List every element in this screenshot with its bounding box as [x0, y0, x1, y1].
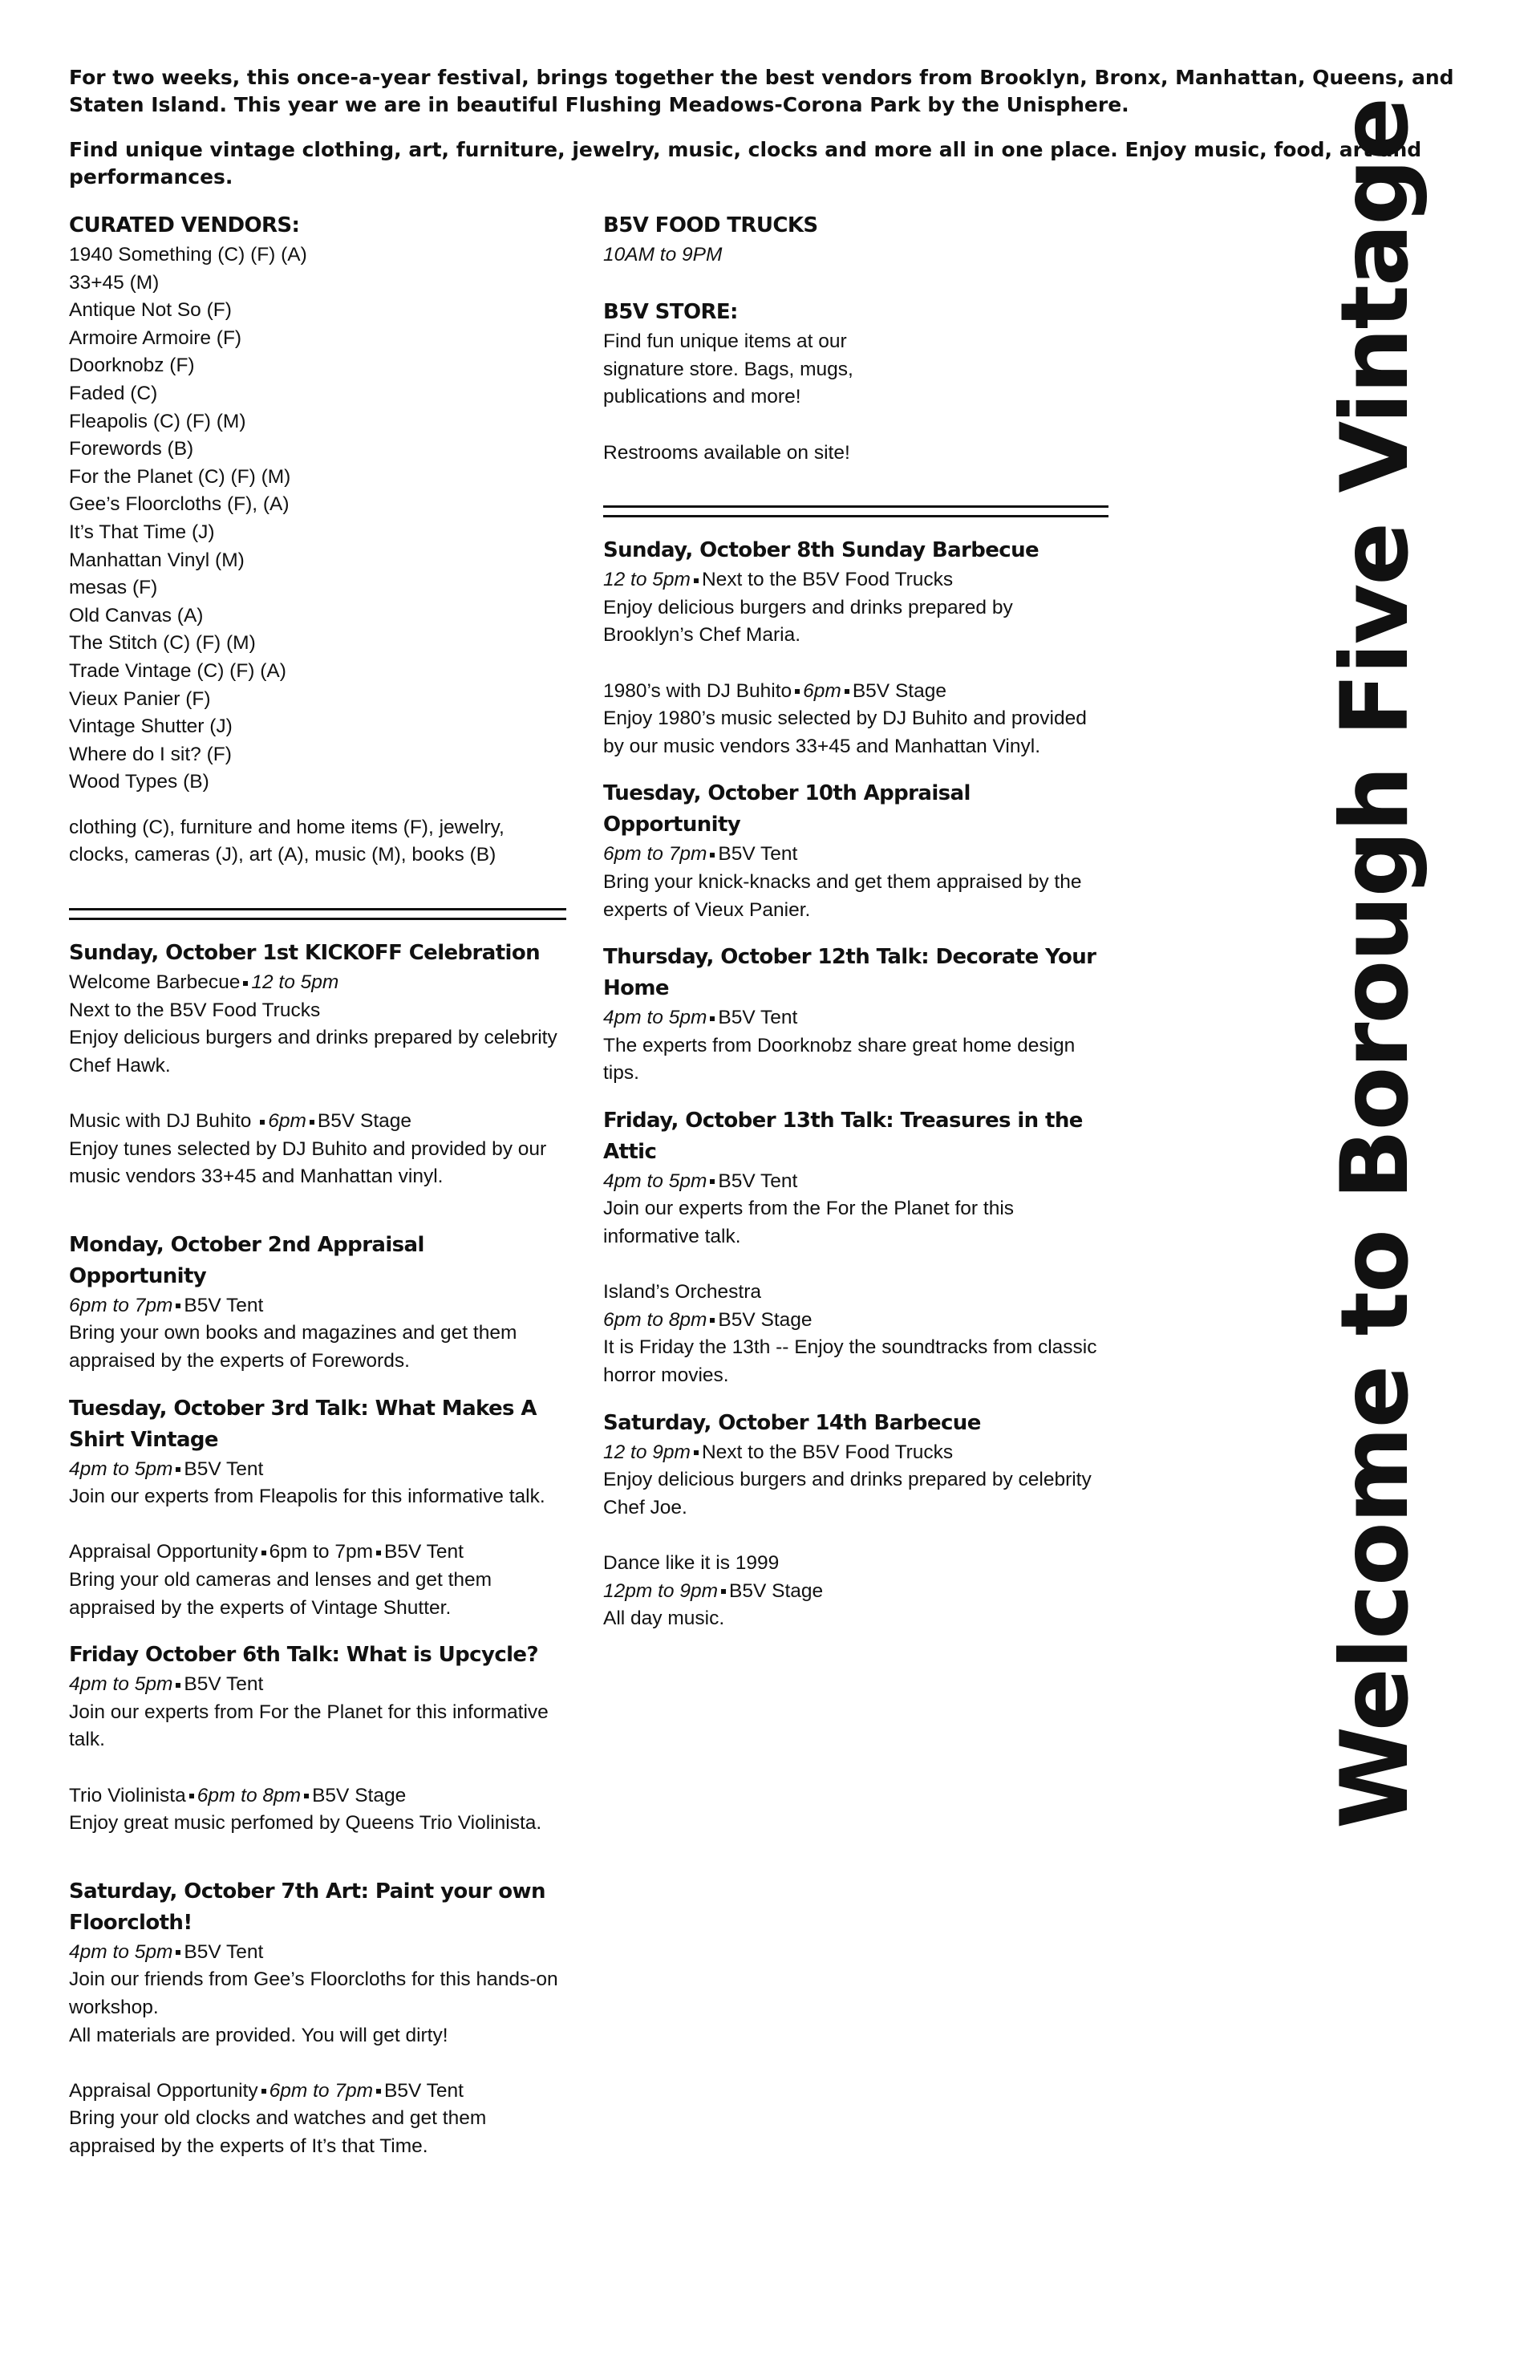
- event-description: Enjoy great music perfomed by Queens Trio Violinista.: [69, 1812, 542, 1835]
- event-activity: 1980’s with DJ Buhito: [603, 679, 792, 702]
- event-title: Friday October 6th Talk: What is Upcycle?: [69, 1643, 538, 1668]
- intro: [69, 64, 1481, 209]
- event-oct1: [69, 938, 566, 1191]
- right-column: [603, 210, 1108, 1633]
- restrooms-note: Restrooms available on site!: [603, 441, 850, 464]
- event-place: B5V Tent: [184, 1458, 264, 1480]
- vendor-legend: clothing (C), furniture and home items (F), jewelry, clocks, cameras (J), art (A), music (M), books (B): [69, 816, 505, 866]
- vendor-item: Faded (C): [69, 382, 158, 404]
- event-place: B5V Stage: [729, 1579, 824, 1602]
- event-description: Bring your old clocks and watches and get them appraised by the experts of It’s that Time.: [69, 2107, 487, 2157]
- vendor-item: Wood Types (B): [69, 771, 209, 793]
- vendor-item: Gee’s Floorcloths (F), (A): [69, 493, 290, 516]
- bullet-icon: [176, 1950, 180, 1955]
- bullet-icon: [261, 2089, 266, 2094]
- event-time: 12 to 9pm: [603, 1441, 691, 1463]
- event-title: Tuesday, October 10th Appraisal Opportunity: [603, 781, 971, 837]
- event-oct10: [603, 778, 1108, 924]
- event-oct7: [69, 1876, 566, 2161]
- event-place: Next to the B5V Food Trucks: [69, 999, 321, 1021]
- event-description: The experts from Doorknobz share great home design tips.: [603, 1034, 1076, 1085]
- food-trucks-heading: B5V FOOD TRUCKS: [603, 213, 818, 237]
- event-description: Join our experts from For the Planet for this informative talk.: [69, 1701, 549, 1751]
- store-description: Find fun unique items at our signature store. Bags, mugs, publications and more!: [603, 330, 853, 408]
- bullet-icon: [261, 1551, 266, 1555]
- event-title: Saturday, October 7th Art: Paint your own Floorcloth!: [69, 1879, 545, 1935]
- vendor-item: For the Planet (C) (F) (M): [69, 465, 291, 488]
- bullet-icon: [721, 1589, 726, 1594]
- event-activity: Appraisal Opportunity: [69, 1541, 258, 1563]
- event-description: Enjoy 1980’s music selected by DJ Buhito and provided by our music vendors 33+45 and Manhattan Vinyl.: [603, 708, 1087, 757]
- left-column: [69, 210, 566, 2160]
- bullet-icon: [694, 578, 699, 583]
- vendors-heading: CURATED VENDORS:: [69, 213, 300, 237]
- event-title: Saturday, October 14th Barbecue: [603, 1410, 981, 1435]
- event-place: B5V Tent: [718, 1007, 798, 1029]
- event-activity: Dance like it is 1999: [603, 1552, 780, 1574]
- event-activity: Welcome Barbecue: [69, 971, 241, 994]
- vendor-item: 1940 Something (C) (F) (A): [69, 244, 307, 266]
- event-time: 4pm to 5pm: [603, 1007, 707, 1029]
- store-heading: B5V STORE:: [603, 300, 738, 325]
- event-time: 6pm: [803, 679, 841, 702]
- vendor-item: Armoire Armoire (F): [69, 326, 242, 349]
- event-title: Monday, October 2nd Appraisal Opportunity: [69, 1232, 424, 1288]
- event-time: 6pm to 8pm: [603, 1308, 707, 1331]
- event-description: Join our friends from Gee’s Floorcloths for this hands-on workshop.: [69, 1968, 558, 2018]
- event-description: Bring your own books and magazines and get them appraised by the experts of Forewords.: [69, 1322, 517, 1372]
- bullet-icon: [310, 1120, 314, 1125]
- bullet-icon: [710, 1016, 715, 1021]
- vendor-item: mesas (F): [69, 577, 158, 599]
- event-title: Sunday, October 8th Sunday Barbecue: [603, 538, 1040, 563]
- intro-paragraph-2: Find unique vintage clothing, art, furniture, jewelry, music, clocks and more all in one place. Enjoy music, food, art and performances.: [69, 138, 1422, 189]
- event-oct2: [69, 1230, 566, 1376]
- bullet-icon: [260, 1120, 265, 1125]
- divider: [69, 908, 566, 920]
- bullet-icon: [710, 1318, 715, 1323]
- event-place: Next to the B5V Food Trucks: [701, 1441, 954, 1463]
- bullet-icon: [710, 1179, 715, 1184]
- event-description: Enjoy delicious burgers and drinks prepared by celebrity Chef Joe.: [603, 1469, 1092, 1518]
- vendor-item: Forewords (B): [69, 438, 194, 460]
- divider: [603, 505, 1108, 517]
- vendor-item: Trade Vintage (C) (F) (A): [69, 659, 286, 682]
- event-activity: Island’s Orchestra: [603, 1281, 761, 1304]
- event-oct14: [603, 1408, 1108, 1633]
- event-description: Enjoy tunes selected by DJ Buhito and provided by our music vendors 33+45 and Manhattan vinyl.: [69, 1137, 547, 1188]
- event-description: Join our experts from Fleapolis for this informative talk.: [69, 1486, 545, 1508]
- event-description: All materials are provided. You will get dirty!: [69, 2024, 448, 2046]
- event-oct12: [603, 942, 1108, 1088]
- event-place: B5V Tent: [718, 843, 798, 866]
- event-place: B5V Tent: [383, 1541, 464, 1563]
- event-title: Sunday, October 1st KICKOFF Celebration: [69, 941, 541, 966]
- event-place: B5V Stage: [312, 1784, 407, 1806]
- event-place: B5V Stage: [317, 1110, 412, 1133]
- event-description: Bring your knick-knacks and get them appraised by the experts of Vieux Panier.: [603, 870, 1082, 921]
- bullet-icon: [304, 1794, 309, 1798]
- intro-paragraph-1: For two weeks, this once-a-year festival, brings together the best vendors from Brooklyn, Bronx, Manhattan, Queens, and Staten Island. This year we are in beautiful Flushing Meadows-Corona Park by the Unisphere.: [69, 66, 1454, 116]
- event-time: 4pm to 5pm: [603, 1170, 707, 1192]
- vendor-item: Manhattan Vinyl (M): [69, 549, 245, 571]
- bullet-icon: [694, 1450, 699, 1455]
- event-activity: Appraisal Opportunity: [69, 2079, 258, 2102]
- event-time: 6pm to 7pm: [603, 843, 707, 866]
- event-title: Tuesday, October 3rd Talk: What Makes A Shirt Vintage: [69, 1396, 537, 1452]
- event-time: 6pm to 7pm: [269, 1541, 373, 1563]
- event-place: B5V Tent: [184, 1940, 264, 1963]
- event-description: All day music.: [603, 1608, 725, 1630]
- vendor-list: [69, 241, 566, 797]
- event-oct13: [603, 1105, 1108, 1390]
- event-time: 4pm to 5pm: [69, 1940, 173, 1963]
- event-description: It is Friday the 13th -- Enjoy the soundtracks from classic horror movies.: [603, 1336, 1097, 1387]
- event-description: Bring your old cameras and lenses and get them appraised by the experts of Vintage Shutter.: [69, 1568, 492, 1619]
- event-title: Friday, October 13th Talk: Treasures in the Attic: [603, 1108, 1083, 1164]
- event-time: 4pm to 5pm: [69, 1673, 173, 1696]
- event-time: 12 to 5pm: [603, 569, 691, 591]
- vendor-item: 33+45 (M): [69, 271, 160, 294]
- event-description: Join our experts from the For the Planet for this informative talk.: [603, 1198, 1015, 1248]
- vendor-item: Doorknobz (F): [69, 355, 195, 377]
- event-oct8: [603, 535, 1108, 760]
- event-place: B5V Tent: [184, 1294, 264, 1316]
- bullet-icon: [376, 2089, 381, 2094]
- event-time: 6pm: [268, 1110, 306, 1133]
- bullet-icon: [243, 981, 248, 986]
- event-oct6: [69, 1640, 566, 1838]
- event-activity: Trio Violinista: [69, 1784, 186, 1806]
- event-time: 6pm to 7pm: [269, 2079, 373, 2102]
- event-oct3: [69, 1393, 566, 1623]
- event-description: Enjoy delicious burgers and drinks prepared by celebrity Chef Hawk.: [69, 1027, 557, 1076]
- vendor-item: Old Canvas (A): [69, 604, 204, 626]
- event-place: B5V Tent: [383, 2079, 464, 2102]
- event-time: 12 to 5pm: [251, 971, 339, 994]
- bullet-icon: [189, 1794, 194, 1798]
- event-place: B5V Tent: [184, 1673, 264, 1696]
- bullet-icon: [176, 1683, 180, 1688]
- event-title: Thursday, October 12th Talk: Decorate Your Home: [603, 945, 1096, 1001]
- bullet-icon: [176, 1467, 180, 1472]
- event-place: B5V Tent: [718, 1170, 798, 1192]
- event-place: B5V Stage: [852, 679, 946, 702]
- event-place: B5V Stage: [718, 1308, 813, 1331]
- bullet-icon: [376, 1551, 381, 1555]
- event-place: Next to the B5V Food Trucks: [701, 569, 954, 591]
- event-time: 4pm to 5pm: [69, 1458, 173, 1480]
- vendor-item: It’s That Time (J): [69, 521, 215, 543]
- vendor-item: Vintage Shutter (J): [69, 716, 233, 738]
- event-time: 12pm to 9pm: [603, 1579, 718, 1602]
- bullet-icon: [845, 689, 849, 694]
- food-trucks-hours: 10AM to 9PM: [603, 244, 723, 266]
- bullet-icon: [176, 1304, 180, 1308]
- event-time: 6pm to 7pm: [69, 1294, 173, 1316]
- vertical-title: Welcome to Borough Five Vintage: [1321, 99, 1429, 1829]
- vendor-item: Where do I sit? (F): [69, 743, 232, 765]
- event-activity: Music with DJ Buhito: [69, 1110, 252, 1133]
- vendor-item: Vieux Panier (F): [69, 687, 211, 710]
- vendor-item: Fleapolis (C) (F) (M): [69, 410, 246, 432]
- bullet-icon: [795, 689, 800, 694]
- vendor-item: The Stitch (C) (F) (M): [69, 632, 256, 655]
- vendor-item: Antique Not So (F): [69, 299, 232, 322]
- event-time: 6pm to 8pm: [197, 1784, 302, 1806]
- event-description: Enjoy delicious burgers and drinks prepared by Brooklyn’s Chef Maria.: [603, 596, 1013, 647]
- bullet-icon: [710, 853, 715, 858]
